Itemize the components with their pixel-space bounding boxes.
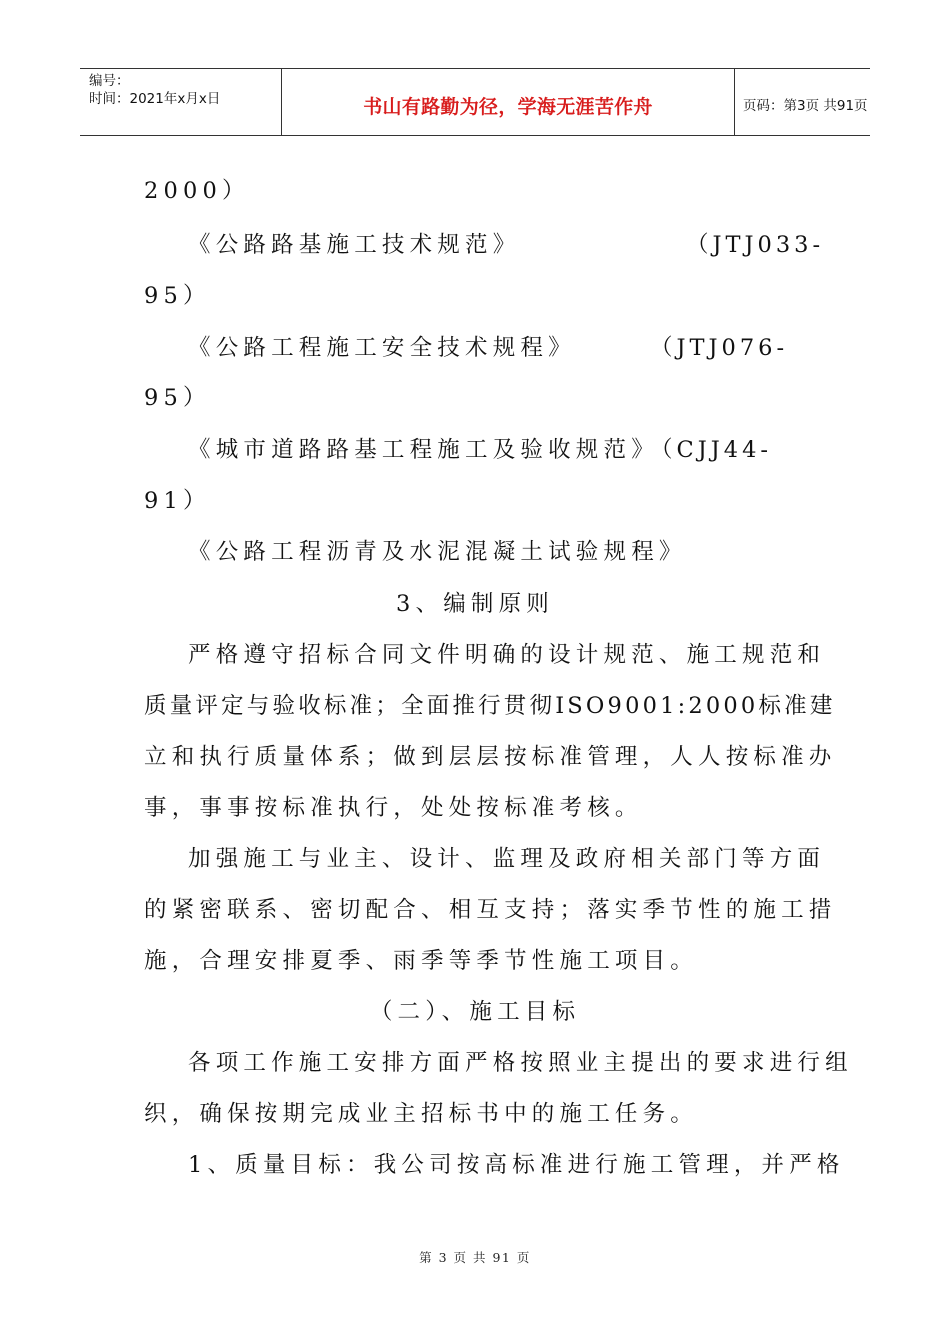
page-header [80, 68, 870, 136]
header-motto-cell [282, 69, 735, 135]
paragraph-line: 的紧密联系、密切配合、相互支持；落实季节性的施工措 [144, 897, 837, 923]
text-line: 91） [144, 488, 211, 514]
reference-title: 《公路路基施工技术规范》 [188, 232, 521, 258]
text-line: 95） [144, 385, 211, 411]
reference-title: 《公路工程施工安全技术规程》 [188, 335, 576, 361]
header-meta [80, 69, 282, 135]
section-heading: （二）、施工目标 [369, 999, 581, 1025]
reference-code: （CJJ44- [650, 437, 772, 463]
reference-code: （JTJ033- [686, 232, 825, 258]
paragraph-line: 加强施工与业主、设计、监理及政府相关部门等方面 [188, 846, 826, 872]
paragraph-line: 施，合理安排夏季、雨季等季节性施工项目。 [144, 948, 699, 974]
reference-code: （JTJ076- [650, 335, 789, 361]
header-page-info: 页码：第3页 共91页 [743, 98, 868, 114]
text-line: 2000） [144, 178, 250, 204]
page-footer: 第 3 页 共 91 页 [419, 1250, 531, 1265]
reference-title: 《公路工程沥青及水泥混凝土试验规程》 [188, 539, 687, 565]
document-number-label: 编号： [89, 73, 130, 89]
paragraph-line: 质量评定与验收标准；全面推行贯彻ISO9001:2000标准建 [144, 693, 836, 719]
paragraph-line: 织，确保按期完成业主招标书中的施工任务。 [144, 1101, 699, 1127]
paragraph-line: 各项工作施工安排方面严格按照业主提出的要求进行组 [188, 1050, 853, 1076]
paragraph-line: 严格遵守招标合同文件明确的设计规范、施工规范和 [188, 642, 826, 668]
header-motto: 书山有路勤为径，学海无涯苦作舟 [363, 95, 653, 118]
paragraph-line: 事，事事按标准执行，处处按标准考核。 [144, 795, 643, 821]
paragraph-line: 立和执行质量体系；做到层层按标准管理，人人按标准办 [144, 744, 837, 770]
text-line: 95） [144, 283, 211, 309]
paragraph-line: 1、质量目标：我公司按高标准进行施工管理，并严格 [188, 1152, 845, 1178]
document-time-label: 时间：2021年x月x日 [89, 91, 221, 107]
section-heading: 3、编制原则 [395, 591, 554, 617]
reference-title: 《城市道路路基工程施工及验收规范》 [188, 437, 659, 463]
